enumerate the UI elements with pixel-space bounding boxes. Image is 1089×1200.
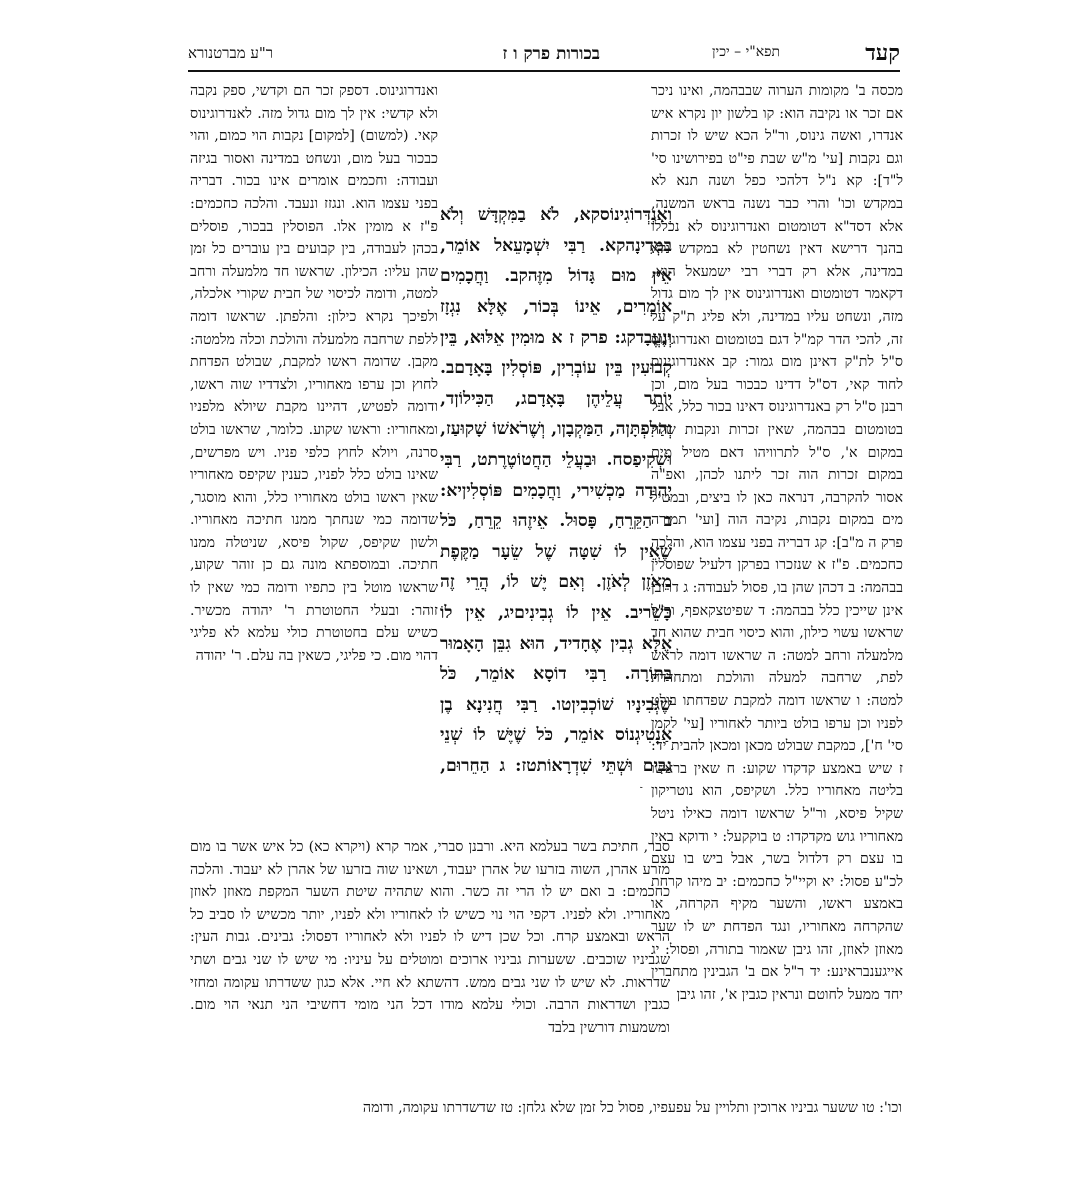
bartenura-column <box>190 80 438 822</box>
bartenura-continuation <box>190 836 670 1089</box>
mishnah-text: וְאַנְדְּרוֹגִינוֹסקא, לֹא בַמִּקְדָּשׁ וְלֹא בַמְּדִינָהקא. רַבִּי יִשְׁמָעֵאל אוֹמֵר, אֵין מוּם גָּדוֹל מִזֶּהקב. וַחֲכָמִים אוֹמְרִים, אֵינוֹ בְּכוֹר, אֶלָּא נִגְזָז וְנֶעֱבָדקג: פרק ז א מוּמִין אֵלּוּא, בֵּין קְבוּעִין בֵּין עוֹבְרִין, פּוֹסְלִין בָּאָדָםב. יוֹתֵר עֲלֵיהֶן בָּאָדָםג, הַכִּילוֹןד, וְהַלִּפְתָּןה, הַמַּקְבָןו, וְשֶׁרֹאשׁוֹ שָׁקוּעַז, וּשְׁקִיפַסח. וּבַעֲלֵי הַחֲטוֹטֶרֶתט, רַבִּי יְהוּדָה מַכְשִׁירי, וַחֲכָמִים פּוֹסְלִיןיא: ב הַקֵּרֵחַ, פָּסוּל. אֵיזֶהוּ קֵרֵחַ, כֹּל שֶׁאֵין לוֹ שִׁטָּה שֶׁל שֵׂעָר מַקֶּפֶת מֵאֹזֶן לְאֹזֶן. וְאִם יֶשׁ לוֹ, הֲרֵי זֶה כָּשֵׁריב. אֵין לוֹ גְבִינִיםיג, אֵין לוֹ אֶלָּא גְבִין אֶחָדיד, הוּא גִבֵּן הָאָמוּר בַּתּוֹרָה. רַבִּי דוֹסָא אוֹמֵר, כֹּל שֶׁגְּבִינָיו שׁוֹכְבִיןטו. רַבִּי חֲנִינָא בֶן אַנְטִיגְנוֹס אוֹמֵר, כֹּל שֶׁיֶּשׁ לוֹ שְׁנֵי גַבִּים וּשְׁתֵּי שִׁדְרָאוֹתטז: ג הַחֵרוּם, <box>440 205 672 776</box>
header-commentary-bartenura: ר"ע מברטנורא <box>188 44 274 62</box>
page-header <box>188 40 900 72</box>
mishnah-text-block <box>440 183 672 788</box>
footer-line: וכו': טו ששער גביניו ארוכין ותלויין על עפעפיו, פסול כל זמן שלא גלחן: טז שדשדרתו עקומה, ודומה <box>362 1100 902 1116</box>
right-column-text: מכסה ב' מקומות הערוה שבבהמה, ואינו ניכר אם זכר או נקיבה הוא: קו בלשון יון נקרא איש אנדרו, ואשה גינוס, ור"ל הכא שיש לו זכרות וגם נקבות [עי' מ"ש שבת פי"ט בפירושינו סי' ל"ד]: קא נ"ל דלהכי כפל ושנה תנא לא במקדש וכו' והרי כבר נשנה בראש המשנה, אלא דסד"א דטומטום ואנדרוגינוס לא נכללו בהנך דרישא דאין נשחטין לא במקדש ולא במדינה, אלא רק דברי רבי ישמעאל הוא, דקאמר דטומטום ואנדרוגינוס אין לך מום גדול מזה, ונשחט עליו במדינה, ולא פליג ת"ק על זה, להכי הדר קמ"ל דגם בטומטום ואנדרוגינוס ס"ל לת"ק דאינן מום גמור: קב אאנדרוגינוס לחוד קאי, דס"ל דדינו כבכור בעל מום, וכן רבנן ס"ל רק באנדרוגינוס דאינו בכור כלל, אבל בטומטום בבהמה, שאין זכרות ונקבות שלה במקום א', ס"ל לתרוויהו דאם מטיל מים במקום זכרות הוה זכר ליתנו לכהן, ואפ"ה אסור להקרבה, דנראה כאן לו ביצים, ובמטיל מים במקום נקבות, נקיבה הוה [ועי' תמורה פרק ה מ"ב]: קג דבריה בפני עצמו הוא, והלכה כחכמים. פ"ז א שנזכרו בפרקן דלעיל שפוסלין בבהמה: ב דכהן שהן בו, פסול לעבודה: ג דרובן אינן שייכין כלל בבהמה: ד שפיטצקאפף, ור"ל שראשו עשוי כילון, והוא כיסוי חבית שהוא חד מלמעלה ורחב למטה: ה שראשו דומה לראש לפת, שרחבה למעלה והולכת ומתחדדת למטה: ו שראשו דומה למקבת שפדחתו בולט לפניו וכן ערפו בולט ביותר לאחוריו [עי' לקמן סי' ח'], כמקבת שבולט מכאן ומכאן להבית יד: ז שיש באמצע קדקדו שקוע: ח שאין בראשו בליטה מאחוריו כלל. ושקיפס, הוא נוטריקון שקיל פיסא, ור"ל שראשו דומה כאילו ניטל מאחוריו גוש מקדקדו: ט בוקקעל: י ודוקא באין בו עצם רק דלדול בשר, אבל ביש בו עצם לכ"ע פסול: יא וקיי"ל כחכמים: יב מיהו קרחת באמצע ראשו, והשער מקיף הקרחה, או שהקרחה מאחוריו, ונגד הפדחת יש לו שער מאוזן לאוזן, זהו גיבן שאמור בתורה, ופסול: יג אייגענבראינע: יד ר"ל אם ב' הגבינין מתחברין יחד ממעל לחוטם ונראין כגבין א', זהו גיבן <box>651 83 903 1003</box>
page-number: קעד <box>865 40 900 66</box>
header-title: בכורות פרק ו ז <box>502 44 600 64</box>
bottom-left-text: סבר, חתיכת בשר בעלמא היא. ורבנן סברי, אמר קרא (ויקרא כא) כל איש אשר בו מום מזרע אהרן, השוה בזרעו של אהרן יעבוד, ושאינו שוה בזרעו של אהרן לא יעבוד. והלכה כחכמים: ב ואם יש לו הרי זה כשר. והוא שתהיה שיטת השער המקפת מאוזן לאוזן מאחוריו. ולא לפניו. דקפי הוי נוי כשיש לו לאחוריו ולא לפניו, יותר מכשיש לו סביב כל הראש ובאמצע קרח. וכל שכן דיש לו לפניו ולא לאחוריו דפסול: גבינים. גבות העין: שגביניו שוכבים. ששערות גביניו ארוכים ומוטלים על עיניו: מי שיש לו שני גבים ושתי שדראות. לא שיש לו שני גבים ממש. דהשתא לא חיי. אלא כגון ששדרתו עקומה ומחזי כגבין ושדראות הרבה. וכולי עלמא מודו דכל הני מומי דחשיבי הני תנאי הוי מום. ומשמעות דורשין בלבד <box>190 839 670 1036</box>
tiferet-yisrael-column <box>651 80 903 1085</box>
header-commentary-tiferet: תפא"י – יכין <box>711 44 780 60</box>
left-column-text: ואנדרוגינוס. דספק זכר הם וקדשי, ספק נקבה ולא קדשי: אין לך מום גדול מזה. לאנדרוגינוס קאי. (למשום) [למקום] נקבות הוי כמום, והוי כבכור בעל מום, ונשחט במדינה ואסור בגיזה ועבודה: וחכמים אומרים אינו בכור. דבריה בפני עצמו הוא. ונגזז ונעבד. והלכה כחכמים: פ"ז א מומין אלו. הפוסלין בבכור, פוסלים בכהן לעבודה, בין קבועים בין עוברים כל זמן שהן עליו: הכילון. שראשו חד מלמעלה ורחב למטה, ודומה לכיסוי של חבית שקורי אלכלה, ולפיכך נקרא כילון: והלפתן. שראשו דומה ללפת שרחבה מלמעלה והולכת וכלה מלמטה: מקבן. שדומה ראשו למקבת, שבולט הפדחת לחוץ וכן ערפו מאחוריו, ולצדדיו שוה ראשו, ודומה לפטיש, דהיינו מקבת שיולא מלפניו ומאחוריו: וראשו שקוע. כלומר, שראשו בולט סרנה, ויולא לחוץ כלפי פניו. ויש מפרשים, שאינו בולט כלל לפניו, כענין שקיפס מאחוריו שאין ראשו בולט מאחוריו כלל, והוא מוסגר, שדומה כמי שנחתך ממנו חתיכה מאחוריו. ולשון שקיפס, שקול פיסא, שניטלה ממנו חתיכה. ובמוספתא מונה גם כן זוהר שקוע, שראשו מוטל בין כתפיו ודומה כמי שאין לו זוהר: ובעלי החטוטרת ר' יהודה מכשיר. כשיש עלם בחטוטרת כולי עלמא לא פליגי דהוי מום. כי פליגי, כשאין בה עלם. ר' יהודה <box>190 83 438 664</box>
